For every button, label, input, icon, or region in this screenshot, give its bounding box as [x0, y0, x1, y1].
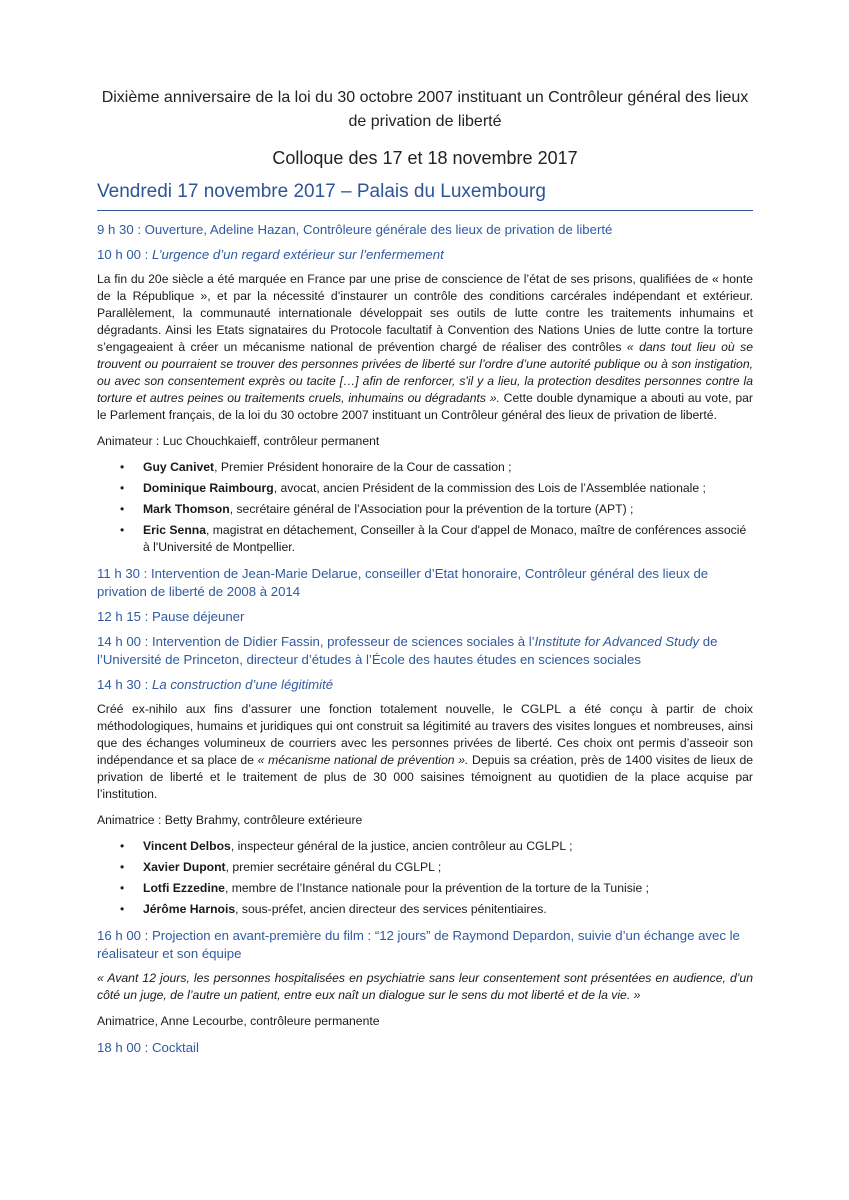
description-text: Cette double dynamique a abouti au vote, par le Parlement français, de la loi du 30 octobre 2007 instituant un Contrôleur général des lieux de privation de liberté.: [97, 391, 753, 422]
speaker-name: Mark Thomson: [143, 502, 230, 516]
description-text: Depuis sa création, près de 1400 visites de lieux de privation de liberté et le traitement de plus de 30 000 saisines témoignent au quotidien de la place acquise par l’institution.: [97, 753, 753, 801]
slot-delarue: 11 h 30 : Intervention de Jean-Marie Delarue, conseiller d’Etat honoraire, Contrôleur général des lieux de privation de liberté de 2008 à 2014: [97, 566, 709, 599]
slot-urgence-description: [97, 271, 753, 424]
bullet-icon: •: [120, 902, 125, 916]
slot-title: La construction d’une légitimité: [152, 677, 334, 692]
slot-urgence-heading: [97, 246, 753, 264]
institute-name: Institute for Advanced Study: [534, 634, 700, 649]
bullet-icon: •: [120, 502, 125, 516]
bullet-icon: •: [120, 860, 125, 874]
bullet-icon: •: [120, 460, 125, 474]
speaker-name: Dominique Raimbourg: [143, 481, 274, 495]
speaker-item: [117, 901, 753, 918]
speaker-list: [97, 838, 753, 918]
description-quote: « mécanisme national de prévention ».: [257, 753, 469, 767]
slot-film: 16 h 00 : Projection en avant-première du film : “12 jours” de Raymond Depardon, suivie d’un échange avec le réalisateur et son équipe: [97, 928, 740, 961]
speaker-item: [117, 838, 753, 855]
speaker-item: [117, 880, 753, 897]
speaker-role: , avocat, ancien Président de la commission des Lois de l’Assemblée nationale ;: [273, 481, 706, 495]
slot-fassin: [97, 633, 753, 669]
bullet-icon: •: [120, 481, 125, 495]
bullet-icon: •: [120, 881, 125, 895]
slot-title: L’urgence d’un regard extérieur sur l’enfermement: [152, 247, 444, 262]
slot-cocktail: 18 h 00 : Cocktail: [97, 1040, 199, 1055]
animator-line: Animateur : Luc Chouchkaieff, contrôleur permanent: [97, 434, 380, 448]
speaker-item: [117, 501, 753, 518]
speaker-item: [117, 859, 753, 876]
speaker-name: Vincent Delbos: [143, 839, 231, 853]
speaker-role: , membre de l’Instance nationale pour la prévention de la torture de la Tunisie ;: [224, 881, 650, 895]
speaker-name: Lotfi Ezzedine: [143, 881, 225, 895]
slot-text: 14 h 00 : Intervention de Didier Fassin, professeur de sciences sociales à l’: [97, 634, 535, 649]
speaker-role: , sous-préfet, ancien directeur des services pénitentiaires.: [235, 902, 547, 916]
speaker-role: , secrétaire général de l’Association pour la prévention de la torture (APT) ;: [229, 502, 634, 516]
slot-legitimite-heading: [97, 676, 753, 694]
speaker-role: , premier secrétaire général du CGLPL ;: [225, 860, 442, 874]
speaker-item: [117, 459, 753, 476]
day-heading: Vendredi 17 novembre 2017 – Palais du Luxembourg: [97, 181, 546, 202]
speaker-name: Jérôme Harnois: [143, 902, 236, 916]
document-title: Dixième anniversaire de la loi du 30 octobre 2007 instituant un Contrôleur général des lieux de privation de liberté: [101, 89, 749, 130]
speaker-name: Guy Canivet: [143, 460, 215, 474]
speaker-item: [117, 522, 753, 556]
description-quote: « dans tout lieu où se trouvent ou pourraient se trouver des personnes privées de liberté sur l’ordre d’une autorité publique ou à son instigation, ou avec son consentement exprès ou tacite […] afin de renforcer, s'il y a lieu, la protection desdites personnes contre la torture et autres peines ou traitements cruels, inhumains ou dégradants ».: [97, 340, 753, 405]
speaker-name: Eric Senna: [143, 523, 206, 537]
speaker-item: [117, 480, 753, 497]
slot-time: 14 h 30 :: [97, 677, 152, 692]
speaker-role: , magistrat en détachement, Conseiller à la Cour d'appel de Monaco, maître de conférences associé à l'Université de Montpellier.: [143, 523, 747, 554]
bullet-icon: •: [120, 523, 125, 537]
speaker-list: [97, 459, 753, 556]
slot-text: de l’Université de Princeton, directeur d’études à l’École des hautes études en sciences sociales: [97, 634, 718, 667]
slot-lunch: 12 h 15 : Pause déjeuner: [97, 609, 245, 624]
description-text: La fin du 20e siècle a été marquée en France par une prise de conscience de l’état de ses prisons, qualifiées de « honte de la République », et par la nécessité d’instaurer un contrôle des conditions carcérales indépendant et extérieur. Parallèlement, la communauté internationale développait ses outils de lutte contre les traitements inhumains et dégradants. Ainsi les Etats signataires du Protocole facultatif à Convention des Nations Unies de lutte contre la torture s’engageaient à créer un mécanisme national de prévention chargé de réaliser des contrôles: [97, 272, 753, 354]
film-quote: « Avant 12 jours, les personnes hospitalisées en psychiatrie sans leur consentement sont présentées en audience, d’un côté un juge, de l’autre un patient, entre eux naît un dialogue sur le sens du mot liberté et de la vie. »: [97, 971, 753, 1002]
slot-opening: 9 h 30 : Ouverture, Adeline Hazan, Contrôleure générale des lieux de privation de liberté: [97, 222, 613, 237]
description-text: Créé ex-nihilo aux fins d’assurer une fonction totalement nouvelle, le CGLPL a été conçu à partir de choix méthodologiques, humains et juridiques qui ont construit sa légitimité au travers des visites longues et nombreuses, ainsi que des échanges volumineux de courriers avec les personnes privées de liberté. Ces choix ont permis d’asseoir son indépendance et sa place de: [97, 702, 753, 767]
speaker-role: , Premier Président honoraire de la Cour de cassation ;: [214, 460, 512, 474]
speaker-name: Xavier Dupont: [143, 860, 226, 874]
animator-line: Animatrice, Anne Lecourbe, contrôleure permanente: [97, 1014, 380, 1028]
document-subtitle: Colloque des 17 et 18 novembre 2017: [272, 148, 578, 168]
day-heading-rule: [97, 210, 753, 211]
speaker-role: , inspecteur général de la justice, ancien contrôleur au CGLPL ;: [230, 839, 573, 853]
animator-line: Animatrice : Betty Brahmy, contrôleure extérieure: [97, 813, 363, 827]
slot-time: 10 h 00 :: [97, 247, 152, 262]
bullet-icon: •: [120, 839, 125, 853]
slot-legitimite-description: [97, 701, 753, 803]
